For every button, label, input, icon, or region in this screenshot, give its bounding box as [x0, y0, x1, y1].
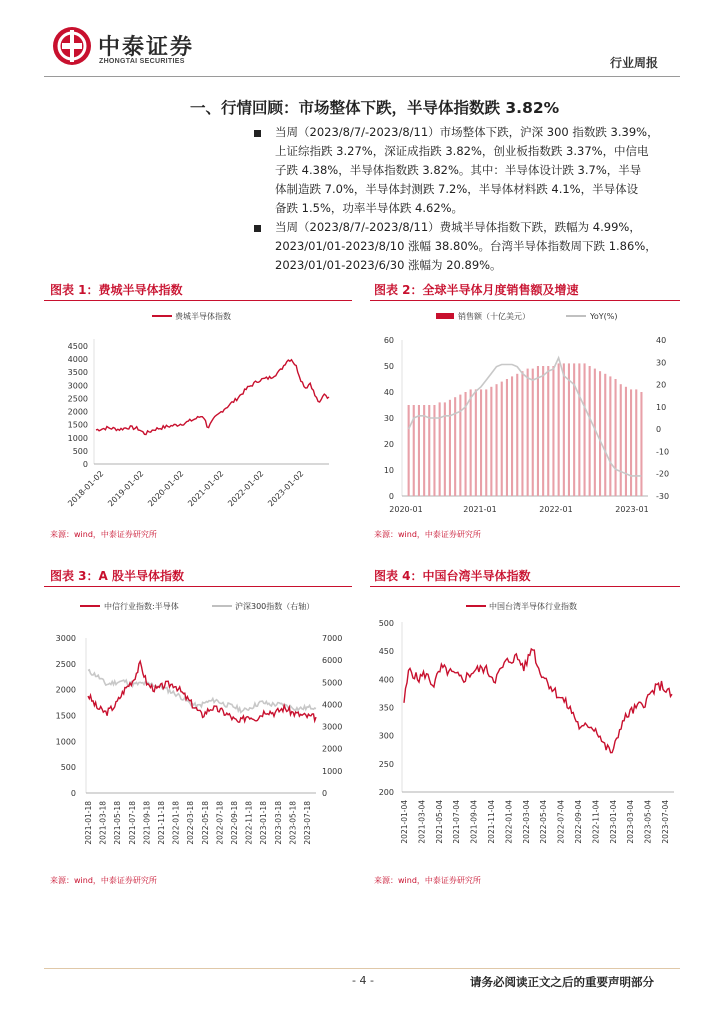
- sales-bar: [418, 405, 420, 496]
- sales-bar: [521, 371, 523, 496]
- axis-tick-label: 200: [378, 788, 394, 797]
- axis-tick-label: 60: [383, 336, 394, 345]
- axis-tick-label: 2021-03-04: [417, 800, 427, 844]
- axis-tick-label: 10: [383, 466, 394, 475]
- axis-tick-label: 0: [656, 425, 662, 435]
- axis-tick-label: 2021-09-18: [142, 801, 152, 845]
- axis-tick-label: 3000: [67, 381, 88, 391]
- axis-tick-label: 3000: [55, 634, 76, 643]
- axis-tick-label: 1000: [67, 433, 88, 443]
- sales-bar: [496, 384, 498, 496]
- figure-2-title: 图表 2：全球半导体月度销售额及增速: [374, 283, 579, 297]
- axis-tick-label: 7000: [322, 634, 343, 643]
- axis-tick-label: 2020-01-02: [146, 469, 186, 509]
- axis-tick-label: 2021-05-18: [113, 801, 123, 845]
- axis-tick-label: 2021-01-04: [400, 800, 409, 844]
- sales-bar: [578, 363, 580, 496]
- axis-tick-label: 350: [378, 703, 394, 713]
- legend-label: YoY(%): [590, 312, 618, 321]
- axis-tick-label: 2022-03-04: [521, 800, 531, 844]
- axis-tick-label: 2020-01: [389, 505, 423, 514]
- sales-bar: [408, 405, 410, 496]
- bullet-marker: [254, 225, 261, 232]
- legend-label: 中国台湾半导体行业指数: [489, 602, 577, 611]
- axis-tick-label: 2023-01-04: [608, 800, 618, 844]
- sales-bar: [568, 363, 570, 496]
- sales-bar: [542, 366, 544, 496]
- paragraph-1: 当周（2023/8/7/-2023/8/11）市场整体下跌，沪深 300 指数跌 3.39%， 上证综指跌 3.27%，深证成指跌 3.82%，创业板指数跌 3.37%，中信电 子跌 4.38%，半导体指数跌 3.82%。其中：半导体设计跌 3.7%，半导 体制造跌 7.0%，半导体封测跌 7.2%，半导体材料跌 4.1%，半导体设 备跌 1.5%，功率半导体跌 4.62%。: [275, 125, 659, 215]
- sales-bar: [501, 382, 503, 496]
- axis-tick-label: 2500: [55, 659, 76, 669]
- axis-tick-label: 2023-07-04: [661, 800, 670, 844]
- axis-tick-label: 2000: [67, 407, 88, 417]
- axis-tick-label: 250: [378, 759, 394, 769]
- sales-bar: [439, 402, 441, 496]
- axis-tick-label: 2022-01-02: [226, 469, 266, 509]
- figure-4-rule: [370, 586, 680, 587]
- axis-tick-label: 2022-09-18: [230, 801, 239, 845]
- sales-bar: [506, 379, 508, 496]
- axis-tick-label: 4000: [322, 700, 343, 710]
- sales-bar: [537, 366, 539, 496]
- axis-tick-label: 2023-07-18: [303, 801, 312, 845]
- figure-1-title: 图表 1：费城半导体指数: [50, 283, 183, 297]
- sales-bar: [490, 387, 492, 496]
- axis-tick-label: 2022-03-18: [186, 801, 196, 845]
- axis-tick-label: 2023-05-04: [643, 800, 653, 844]
- axis-tick-label: 2021-03-18: [98, 801, 108, 845]
- axis-tick-label: 20: [383, 440, 394, 449]
- axis-tick-label: 2022-05-04: [539, 800, 549, 844]
- sales-bar: [511, 376, 513, 496]
- chart-a-share-semi-index: [44, 590, 356, 872]
- axis-tick-label: 0: [82, 460, 88, 469]
- chart-taiwan-semi-index: [370, 590, 682, 872]
- sales-bar: [620, 384, 622, 496]
- axis-tick-label: 2022-01: [539, 505, 573, 514]
- axis-tick-label: 2019-01-02: [106, 469, 146, 509]
- axis-tick-label: -10: [656, 447, 670, 457]
- section-title: 一、行情回顾：市场整体下跌，半导体指数跌 3.82%: [190, 99, 560, 117]
- axis-tick-label: 2021-07-18: [127, 801, 137, 845]
- axis-tick-label: 2022-07-04: [556, 800, 566, 844]
- sales-bar: [640, 392, 642, 496]
- axis-tick-label: 2023-05-18: [288, 801, 298, 845]
- figure-4-source: 来源：wind，中泰证券研究所: [374, 876, 481, 885]
- figure-3-rule: [44, 586, 352, 587]
- figure-3-source: 来源：wind，中泰证券研究所: [50, 876, 157, 885]
- sales-bar: [609, 376, 611, 496]
- axis-tick-label: -20: [656, 469, 670, 479]
- axis-tick-label: 2021-09-04: [469, 800, 479, 844]
- axis-tick-label: 0: [322, 789, 328, 798]
- sales-bar: [625, 387, 627, 496]
- axis-tick-label: 2023-03-04: [626, 800, 636, 844]
- legend-label: 费城半导体指数: [175, 312, 231, 321]
- axis-tick-label: 2500: [67, 394, 88, 404]
- axis-tick-label: 400: [378, 675, 394, 685]
- axis-tick-label: 2021-05-04: [434, 800, 444, 844]
- axis-tick-label: 0: [70, 789, 76, 798]
- axis-tick-label: 2000: [322, 744, 343, 754]
- axis-tick-label: 10: [656, 402, 667, 412]
- axis-tick-label: -30: [656, 492, 670, 501]
- axis-tick-label: 2021-11-04: [487, 800, 496, 844]
- axis-tick-label: 2022-11-18: [244, 801, 254, 845]
- axis-tick-label: 30: [656, 358, 667, 368]
- axis-tick-label: 40: [656, 336, 667, 345]
- axis-tick-label: 4000: [67, 355, 88, 365]
- axis-tick-label: 450: [378, 647, 394, 657]
- axis-tick-label: 2021-01: [463, 505, 497, 514]
- axis-tick-label: 4500: [67, 342, 88, 351]
- legend-label: 沪深300指数（右轴）: [235, 602, 315, 611]
- axis-tick-label: 2023-03-18: [273, 801, 283, 845]
- axis-tick-label: 2021-01-18: [84, 801, 93, 845]
- page-number: - 4 -: [352, 974, 374, 987]
- sales-bar: [552, 366, 554, 496]
- sales-bar: [527, 369, 529, 496]
- series-line-tw-semi: [404, 649, 672, 753]
- axis-tick-label: 2022-11-04: [591, 800, 601, 844]
- figure-3-title: 图表 3：A 股半导体指数: [50, 569, 184, 583]
- figure-4-title: 图表 4：中国台湾半导体指数: [374, 569, 531, 583]
- figure-1-source: 来源：wind，中泰证券研究所: [50, 530, 157, 539]
- axis-tick-label: 3500: [67, 368, 88, 378]
- series-line-sox: [96, 360, 329, 435]
- sales-bar: [589, 366, 591, 496]
- sales-bar: [615, 379, 617, 496]
- axis-tick-label: 20: [656, 380, 667, 390]
- axis-tick-label: 2022-01-04: [504, 800, 514, 844]
- sales-bar: [604, 374, 606, 496]
- axis-tick-label: 2022-05-18: [200, 801, 210, 845]
- footer-divider: [44, 968, 680, 969]
- sales-bar: [563, 363, 565, 496]
- sales-bar: [470, 389, 472, 496]
- axis-tick-label: 1500: [67, 420, 88, 430]
- paragraph-2: 当周（2023/8/7/-2023/8/11）费城半导体指数下跌，跌幅为 4.99%， 2023/01/01-2023/8/10 涨幅 38.80%。台湾半导体指数周下跌 1.86%， 2023/01/01-2023/6/30 涨幅为 20.89%。: [275, 220, 657, 272]
- sales-bar: [547, 366, 549, 496]
- axis-tick-label: 30: [383, 414, 394, 423]
- sales-bar: [485, 389, 487, 496]
- axis-tick-label: 500: [72, 446, 88, 456]
- axis-tick-label: 40: [383, 388, 394, 397]
- sales-bar: [475, 389, 477, 496]
- axis-tick-label: 2023-01-18: [259, 801, 269, 845]
- report-type: 行业周报: [610, 56, 659, 70]
- figure-2-source: 来源：wind，中泰证券研究所: [374, 530, 481, 539]
- series-line-a-semi: [88, 661, 316, 722]
- axis-tick-label: 2021-01-02: [186, 469, 226, 509]
- axis-tick-label: 6000: [322, 656, 343, 666]
- axis-tick-label: 2018-01-02: [66, 469, 106, 509]
- brand-logo: [52, 26, 92, 66]
- axis-tick-label: 2000: [55, 685, 76, 695]
- logo-mark-icon: [52, 26, 92, 66]
- sales-bar: [449, 400, 451, 496]
- axis-tick-label: 2021-11-18: [157, 801, 166, 845]
- axis-tick-label: 2023-01-02: [266, 469, 306, 509]
- series-line-yoy: [409, 358, 642, 476]
- legend-bar-swatch: [436, 313, 454, 319]
- axis-tick-label: 300: [378, 731, 394, 741]
- sales-bar: [480, 389, 482, 496]
- sales-bar: [635, 389, 637, 496]
- brand-name-en: ZHONGTAI SECURITIES: [99, 58, 185, 65]
- sales-bar: [630, 389, 632, 496]
- axis-tick-label: 3000: [322, 722, 343, 732]
- sales-bar: [584, 363, 586, 496]
- legend-label: 销售额（十亿美元）: [458, 312, 530, 321]
- brand-name: 中泰证券: [98, 35, 195, 60]
- figure-2-rule: [370, 300, 680, 301]
- sales-bar: [532, 369, 534, 496]
- axis-tick-label: 2022-07-18: [215, 801, 225, 845]
- sales-bar: [558, 363, 560, 496]
- sales-bar: [454, 397, 456, 496]
- sales-bar: [423, 405, 425, 496]
- sales-bar: [516, 374, 518, 496]
- axis-tick-label: 1500: [55, 711, 76, 721]
- axis-tick-label: 2022-01-18: [171, 801, 181, 845]
- axis-tick-label: 0: [388, 492, 394, 501]
- axis-tick-label: 5000: [322, 678, 343, 688]
- figure-1-rule: [44, 300, 352, 301]
- axis-tick-label: 2022-09-04: [574, 800, 583, 844]
- header-divider: [44, 76, 680, 77]
- chart-global-semi-sales: [370, 304, 682, 526]
- axis-tick-label: 500: [60, 763, 76, 773]
- axis-tick-label: 2023-01: [615, 505, 649, 514]
- legend-label: 中信行业指数:半导体: [104, 602, 179, 611]
- sales-bar: [599, 371, 601, 496]
- axis-tick-label: 1000: [322, 766, 343, 776]
- axis-tick-label: 1000: [55, 737, 76, 747]
- axis-tick-label: 500: [378, 619, 394, 628]
- chart-sox-index: [44, 304, 354, 526]
- disclaimer-note: 请务必阅读正文之后的重要声明部分: [470, 975, 654, 989]
- axis-tick-label: 50: [383, 362, 394, 371]
- axis-tick-label: 2021-07-04: [452, 800, 462, 844]
- bullet-marker: [254, 130, 261, 137]
